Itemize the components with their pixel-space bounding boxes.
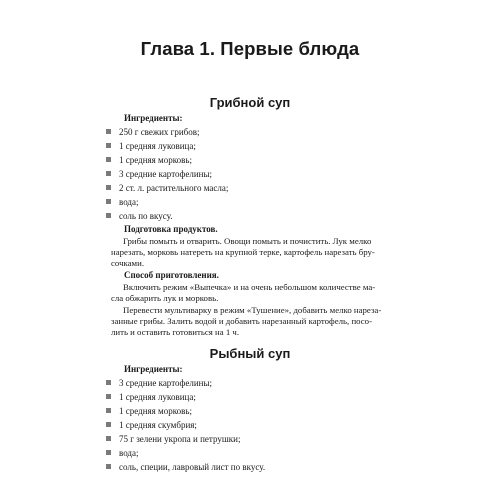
ingredient-item <box>106 141 196 152</box>
ingredient-item <box>106 448 139 459</box>
ingredient-item <box>106 378 212 389</box>
bullet-square-icon <box>106 213 111 218</box>
ingredient-item <box>106 434 240 445</box>
ingredient-text: 1 средняя луковица; <box>119 392 196 402</box>
ingredient-item <box>106 420 197 431</box>
bullet-square-icon <box>106 436 111 441</box>
ingredient-text: 1 средняя морковь; <box>119 406 193 416</box>
bullet-square-icon <box>106 171 111 176</box>
ingredient-item <box>106 155 192 166</box>
ingredient-text: 2 ст. л. растительного масла; <box>119 183 229 193</box>
ingredient-item <box>106 211 173 222</box>
prep-label: Подготовка продуктов. <box>124 224 218 234</box>
text-line: Перевести мультиварку в режим «Тушение», добавить мелко нареза- <box>123 305 382 315</box>
text-line: Грибы помыть и отварить. Овощи помыть и почистить. Лук мелко <box>123 236 372 246</box>
method-paragraph-2 <box>111 305 391 339</box>
ingredient-text: 1 средняя скумбрия; <box>119 420 197 430</box>
ingredient-text: вода; <box>119 197 139 207</box>
bullet-square-icon <box>106 143 111 148</box>
bullet-square-icon <box>106 380 111 385</box>
text-line: занные грибы. Залить водой и добавить нарезанный картофель, посо- <box>111 316 372 327</box>
ingredient-item <box>106 197 139 208</box>
text-line: лить и оставить готовиться на 1 ч. <box>111 327 240 338</box>
ingredient-item <box>106 462 265 473</box>
ingredient-text: 1 средняя луковица; <box>119 141 196 151</box>
bullet-square-icon <box>106 394 111 399</box>
method-paragraph-1 <box>111 282 391 304</box>
ingredient-item <box>106 183 228 194</box>
ingredient-text: 75 г зелени укропа и петрушки; <box>119 434 241 444</box>
method-label: Способ приготовления. <box>124 270 219 280</box>
recipe-title-mushroom-soup: Грибной суп <box>209 95 291 110</box>
ingredient-text: 3 средние картофелины; <box>119 169 213 179</box>
ingredient-item <box>106 169 212 180</box>
ingredient-text: 250 г свежих грибов; <box>119 127 200 137</box>
ingredient-item <box>106 392 196 403</box>
ingredient-text: 1 средняя морковь; <box>119 155 193 165</box>
bullet-square-icon <box>106 464 111 469</box>
bullet-square-icon <box>106 199 111 204</box>
text-line: нарезать, морковь натереть на крупной терке, картофель нарезать бру- <box>111 247 375 258</box>
bullet-square-icon <box>106 185 111 190</box>
ingredient-text: соль по вкусу. <box>119 211 173 221</box>
prep-paragraph <box>111 236 391 270</box>
text-line: сочками. <box>111 258 145 269</box>
bullet-square-icon <box>106 157 111 162</box>
ingredients-label: Ингредиенты: <box>124 364 183 374</box>
text-line: Включить режим «Выпечка» и на очень небольшом количестве ма- <box>123 282 376 292</box>
bullet-square-icon <box>106 422 111 427</box>
chapter-title: Глава 1. Первые блюда <box>140 38 360 59</box>
text-line: сла обжарить лук и морковь. <box>111 293 219 304</box>
bullet-square-icon <box>106 408 111 413</box>
ingredient-text: соль, специи, лавровый лист по вкусу. <box>119 462 266 472</box>
ingredient-item <box>106 406 192 417</box>
ingredient-text: вода; <box>119 448 139 458</box>
ingredient-item <box>106 127 200 138</box>
bullet-square-icon <box>106 129 111 134</box>
recipe-title-fish-soup: Рыбный суп <box>209 346 291 361</box>
bullet-square-icon <box>106 450 111 455</box>
ingredients-label: Ингредиенты: <box>124 113 183 123</box>
ingredient-text: 3 средние картофелины; <box>119 378 213 388</box>
